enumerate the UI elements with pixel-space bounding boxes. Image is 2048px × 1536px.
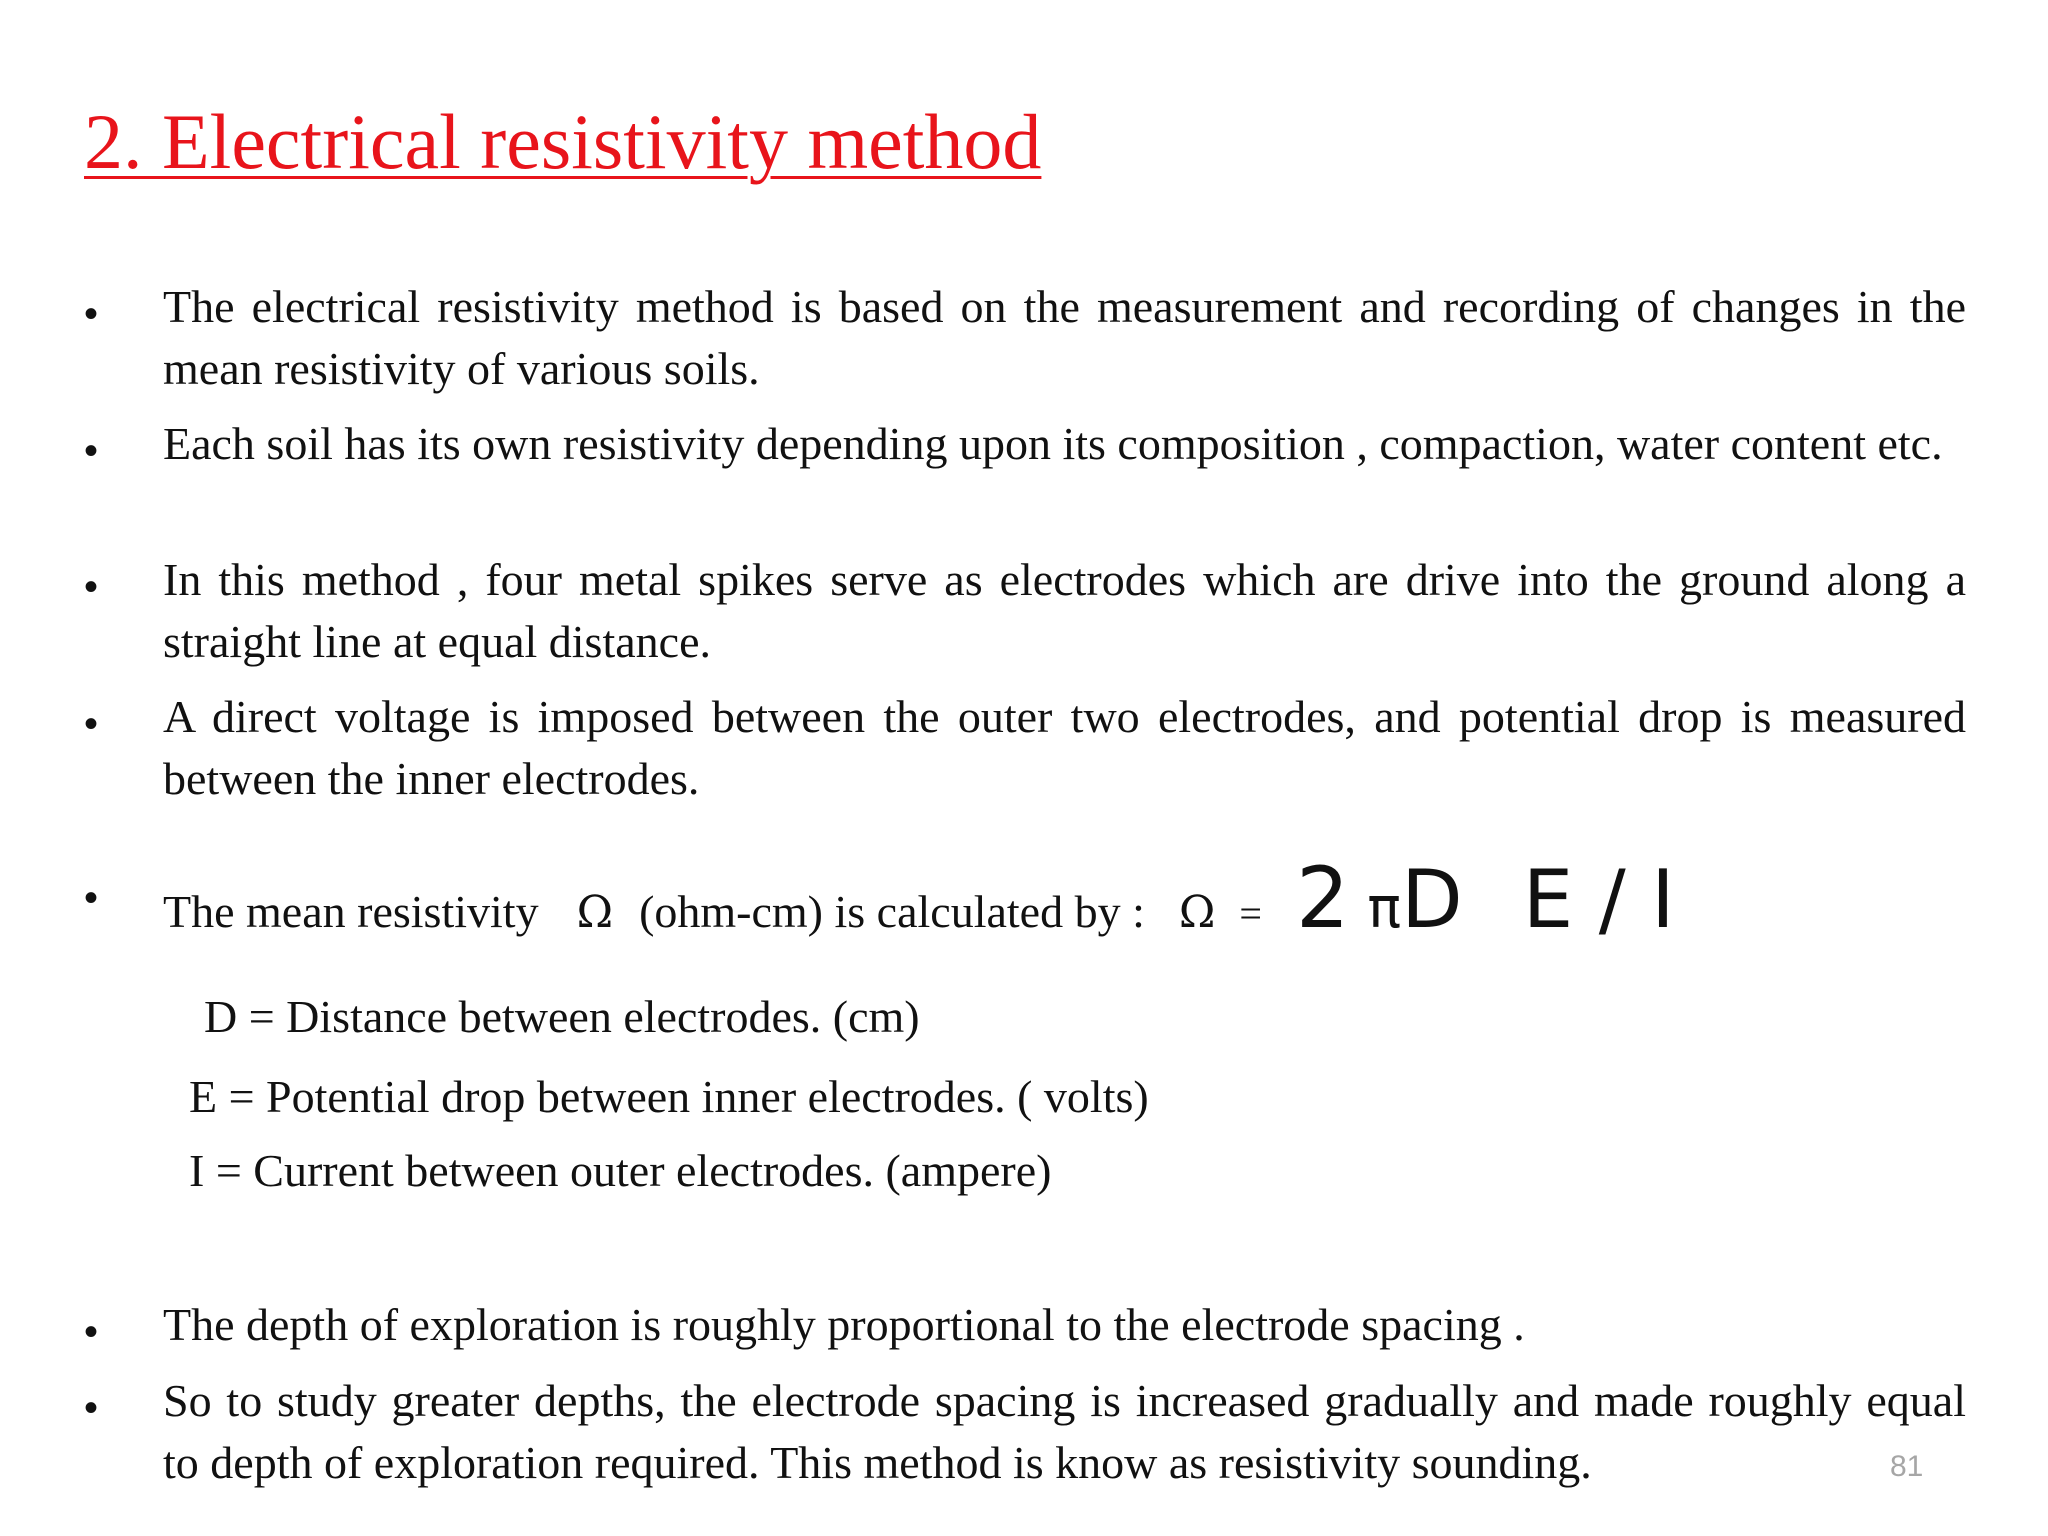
bullet-text-5: The depth of exploration is roughly proportional to the electrode spacing . (163, 1299, 1525, 1350)
formula-lead-text: The mean resistivity (163, 886, 539, 937)
bullet-text-3: In this method , four metal spikes serve as electrodes which are drive into the ground along a straight line at equal distance. (163, 554, 1966, 667)
bullet-text-4: A direct voltage is imposed between the outer two electrodes, and potential drop is measured between the inner electrodes. (163, 691, 1966, 804)
formula-equals: = (1239, 891, 1262, 936)
definition-i: I = Current between outer electrodes. (ampere) (189, 1145, 1052, 1196)
bullet-text-6: So to study greater depths, the electrode spacing is increased gradually and made roughly equal to depth of exploration required. This method is know as resistivity sounding. (163, 1375, 1966, 1488)
slide-title: 2. Electrical resistivity method (84, 98, 1042, 185)
bullet-text-2: Each soil has its own resistivity depending upon its composition , compaction, water content etc. (163, 418, 1943, 469)
slide-number: 81 (1890, 1450, 1924, 1483)
pi-symbol: π (1367, 876, 1402, 941)
bullet-text-1: The electrical resistivity method is based on the measurement and recording of changes in the mean resistivity of various soils. (163, 281, 1966, 394)
resistivity-formula-line (163, 838, 1675, 958)
definition-e: E = Potential drop between inner electrodes. ( volts) (189, 1071, 1149, 1122)
formula-unit-text: (ohm-cm) is calculated by : (639, 886, 1145, 937)
omega-symbol: Ω (576, 887, 614, 938)
definition-d: D = Distance between electrodes. (cm) (204, 991, 920, 1042)
formula-d: D (1401, 853, 1463, 946)
formula-e-over-i: E / I (1522, 853, 1675, 946)
formula-two: 2 (1295, 849, 1350, 947)
formula-lhs-omega: Ω (1178, 887, 1216, 938)
